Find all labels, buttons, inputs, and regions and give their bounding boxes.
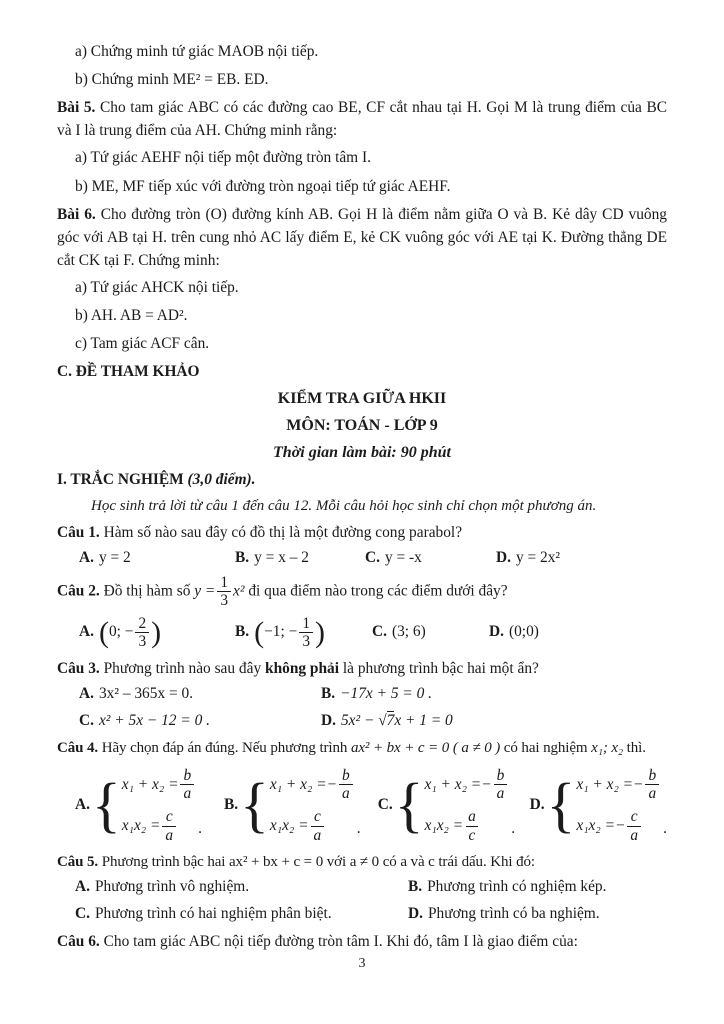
bai6-item-a: a) Tứ giác AHCK nội tiếp. <box>75 278 239 296</box>
question-6-label: Câu 6. <box>57 933 100 951</box>
q1-option-a <box>79 549 235 567</box>
q1-option-b <box>235 549 365 567</box>
question-4-text-mid: có hai nghiệm <box>500 740 592 757</box>
eq-lhs: x₁ + x₂ = <box>121 775 179 793</box>
option-letter: C. <box>377 796 393 814</box>
option-letter: D. <box>321 712 336 730</box>
brace-glyph: { <box>240 771 269 840</box>
q5-option-a <box>75 878 408 896</box>
fraction-numerator: c <box>313 808 321 826</box>
option-text: Phương trình vô nghiệm. <box>94 878 250 896</box>
fraction-numerator: b <box>496 766 505 784</box>
fraction <box>311 808 325 844</box>
fraction-numerator: b <box>648 766 657 784</box>
exam-subject: MÔN: TOÁN - LỚP 9 <box>286 417 438 435</box>
option-text: Phương trình có nghiệm kép. <box>427 878 607 896</box>
problem-bai6 <box>57 203 667 272</box>
question-6 <box>57 930 667 953</box>
eq-sign: − <box>326 775 337 793</box>
problem-bai5-label: Bài 5. <box>57 99 96 117</box>
brace-glyph: { <box>546 771 576 840</box>
q3-option-b <box>321 685 432 703</box>
q5-option-d <box>408 905 600 923</box>
option-letter: B. <box>235 623 250 641</box>
q2-option-c <box>372 623 489 641</box>
fraction <box>135 615 149 651</box>
exercise-item-b: b) Chứng minh ME² = EB. ED. <box>75 71 269 89</box>
option-text: y = 2 <box>98 549 131 567</box>
equation-system <box>122 767 196 844</box>
equation-1 <box>425 767 510 803</box>
option-letter: A. <box>79 685 94 703</box>
equation-2 <box>270 808 355 844</box>
fraction-denominator: a <box>311 826 325 844</box>
q5-option-c <box>75 905 408 923</box>
option-period: . <box>356 819 361 837</box>
option-letter: B. <box>223 796 239 814</box>
option-text: y = -x <box>384 549 422 567</box>
fraction-numerator: b <box>341 766 350 784</box>
math-quadratic: ax² + bx + c = 0 ( a ≠ 0 ) <box>350 740 501 757</box>
q4-option-b <box>224 767 378 844</box>
section-c-heading: C. ĐỀ THAM KHẢO <box>57 363 200 381</box>
q2-option-a <box>79 615 235 651</box>
coordinate-pair <box>254 615 325 651</box>
fraction-numerator: c <box>630 808 638 826</box>
option-text: (0;0) <box>508 623 539 641</box>
q1-option-d <box>496 549 560 567</box>
question-3 <box>57 657 667 680</box>
fraction-numerator: a <box>468 808 476 826</box>
eq-sign: − <box>614 817 626 834</box>
eq-lhs: x₁ + x₂ = <box>269 775 327 793</box>
section-i-heading-note: (3,0 điểm). <box>183 471 256 489</box>
instruction-text: Học sinh trả lời từ câu 1 đến câu 12. Mỗi câu hỏi học sinh chỉ chọn một phương án. <box>91 497 597 514</box>
fraction-numerator: c <box>165 808 173 826</box>
fraction <box>465 808 479 844</box>
option-letter: A. <box>79 623 94 641</box>
fraction-numerator: 1 <box>302 614 311 632</box>
paren-open: ( <box>98 615 109 649</box>
question-2-label: Câu 2. <box>57 582 100 600</box>
fraction <box>217 574 231 610</box>
q2-option-d <box>489 623 539 641</box>
question-4-options <box>57 767 667 844</box>
fraction <box>645 767 659 803</box>
option-text: (3; 6) <box>391 623 426 641</box>
eq-lhs: x₁ + x₂ = <box>576 775 634 793</box>
question-4-text-post: thì. <box>623 740 646 757</box>
page-number: 3 <box>358 956 366 972</box>
coordinate-pair <box>99 615 161 651</box>
question-4 <box>57 737 667 760</box>
section-i-heading <box>57 468 667 491</box>
eq-lhs: x₁x₂ = <box>424 817 464 834</box>
eq-lhs: x₁x₂ = <box>576 817 615 834</box>
q4-option-a <box>75 767 224 844</box>
fraction-numerator: b <box>183 766 192 784</box>
option-text: Phương trình có ba nghiệm. <box>427 905 600 923</box>
eq-lhs: x₁x₂ = <box>269 817 309 834</box>
eq-sign: − <box>481 775 492 793</box>
equation-system <box>270 767 355 844</box>
question-2-text-pre: Đồ thị hàm số <box>99 582 195 600</box>
option-letter: D. <box>529 796 545 814</box>
math-post: x + 1 = 0 <box>394 712 453 730</box>
fraction-denominator: 3 <box>217 591 231 609</box>
fraction <box>180 767 194 803</box>
question-3-options-row1 <box>57 685 667 703</box>
question-6-text: Cho tam giác ABC nội tiếp đường tròn tâm I. Khi đó, tâm I là giao điểm của: <box>99 933 578 951</box>
eq-lhs: x₁x₂ = <box>121 817 161 834</box>
option-period: . <box>198 819 203 837</box>
option-letter: D. <box>408 905 423 923</box>
fraction-numerator: 2 <box>138 614 147 632</box>
bai6-item-b: b) AH. AB = AD². <box>75 307 188 325</box>
question-5 <box>57 851 667 874</box>
equation-system <box>576 767 661 844</box>
equation-1 <box>576 767 661 803</box>
fraction <box>494 767 508 803</box>
exercise-item-a: a) Chứng minh tứ giác MAOB nội tiếp. <box>75 43 319 60</box>
q4-option-c <box>378 767 530 844</box>
fraction-denominator: a <box>180 784 194 802</box>
question-2 <box>57 574 667 610</box>
section-i-heading-bold: I. TRẮC NGHIỆM <box>57 471 184 489</box>
paren-close: ) <box>151 615 162 649</box>
bai6-item-c: c) Tam giác ACF cân. <box>75 335 210 353</box>
question-2-options <box>57 615 667 651</box>
option-letter: C. <box>75 905 90 923</box>
question-1-options <box>57 549 667 567</box>
q3-option-d <box>321 712 453 730</box>
question-5-label: Câu 5. <box>57 853 99 870</box>
option-letter: C. <box>372 623 387 641</box>
option-text: Phương trình có hai nghiệm phân biệt. <box>94 905 332 923</box>
math-roots: x₁; x₂ <box>591 740 624 757</box>
equation-1 <box>270 767 355 803</box>
q5-option-b <box>408 878 606 896</box>
option-text: y = x – 2 <box>254 549 309 567</box>
option-letter: A. <box>75 878 90 896</box>
pair-values: 0; − <box>108 623 134 641</box>
option-text: 3x² – 365x = 0. <box>98 685 194 703</box>
option-letter: B. <box>235 549 250 567</box>
question-1-text: Hàm số nào sau đây có đồ thị là một đường cong parabol? <box>99 524 463 542</box>
brace-glyph: { <box>91 771 121 840</box>
q3-option-a <box>79 685 321 703</box>
option-letter: B. <box>321 685 336 703</box>
fraction <box>627 808 641 844</box>
fraction-denominator: a <box>162 826 176 844</box>
fraction-denominator: 3 <box>299 632 313 650</box>
bai5-item-b: b) ME, MF tiếp xúc với đường tròn ngoại tiếp tứ giác AEHF. <box>75 177 451 195</box>
option-letter: C. <box>365 549 380 567</box>
problem-bai6-label: Bài 6. <box>57 205 96 223</box>
question-1-label: Câu 1. <box>57 524 100 542</box>
q2-option-b <box>235 615 372 651</box>
problem-bai6-text: Cho đường tròn (O) đường kính AB. Gọi H là điểm nằm giữa O và B. Kẻ dây CD vuông góc với AB tại H. trên cung nhỏ AC lấy điểm E, kẻ CK vuông góc với AE tại K. Đường thẳng DE cắt CK tại F. Chứng minh: <box>57 205 667 269</box>
exam-title: KIỂM TRA GIỮA HKII <box>277 390 447 408</box>
fraction-denominator: 3 <box>135 632 149 650</box>
question-5-text: Phương trình bậc hai ax² + bx + c = 0 với a ≠ 0 có a và c trái dấu. Khi đó: <box>98 853 535 870</box>
option-text <box>341 712 453 730</box>
fraction <box>299 615 313 651</box>
math-pre: 5x² − <box>340 712 379 730</box>
exam-duration: Thời gian làm bài: 90 phút <box>273 444 451 462</box>
eq-sign: − <box>633 775 644 793</box>
option-letter: A. <box>79 549 94 567</box>
q4-option-d <box>530 767 667 844</box>
problem-bai5-text: Cho tam giác ABC có các đường cao BE, CF cắt nhau tại H. Gọi M là trung điểm của BC và I là trung điểm của AH. Chứng minh rằng: <box>57 99 667 140</box>
math-x-squared: x² <box>233 582 245 600</box>
option-text: y = 2x² <box>515 549 561 567</box>
brace-glyph: { <box>394 771 424 840</box>
sqrt-radicand: 7 <box>386 712 395 730</box>
fraction-denominator: a <box>494 784 508 802</box>
question-4-label: Câu 4. <box>57 740 99 757</box>
fraction-denominator: a <box>627 826 641 844</box>
option-period: . <box>511 819 516 837</box>
math-y-equals: y = <box>194 582 216 600</box>
question-3-label: Câu 3. <box>57 660 100 678</box>
option-text: x² + 5x − 12 = 0 . <box>98 712 210 730</box>
paren-close: ) <box>315 615 326 649</box>
question-3-options-row2 <box>57 712 667 730</box>
fraction <box>162 808 176 844</box>
equation-1 <box>122 767 196 803</box>
paren-open: ( <box>254 615 265 649</box>
option-period: . <box>663 819 667 837</box>
question-3-text-post: là phương trình bậc hai một ẩn? <box>339 660 539 678</box>
equation-2 <box>576 808 661 844</box>
equation-system <box>425 767 510 844</box>
fraction-numerator: 1 <box>220 574 229 592</box>
fraction <box>339 767 353 803</box>
fraction-denominator: a <box>339 784 353 802</box>
option-text: −17x + 5 = 0 . <box>340 685 432 703</box>
pair-values: −1; − <box>264 623 298 641</box>
question-2-text-post: đi qua điểm nào trong các điểm dưới đây? <box>244 582 508 600</box>
option-letter: C. <box>79 712 94 730</box>
fraction-denominator: c <box>466 826 479 844</box>
equation-2 <box>425 808 510 844</box>
q3-option-c <box>79 712 321 730</box>
question-3-text-pre: Phương trình nào sau đây <box>99 660 266 678</box>
problem-bai5 <box>57 96 667 142</box>
option-letter: A. <box>75 796 90 814</box>
sqrt-sign: √ <box>378 712 387 730</box>
eq-lhs: x₁ + x₂ = <box>424 775 482 793</box>
option-letter: B. <box>408 878 423 896</box>
fraction-denominator: a <box>645 784 659 802</box>
q1-option-c <box>365 549 496 567</box>
option-letter: D. <box>489 623 504 641</box>
question-1 <box>57 521 667 544</box>
question-5-options-row2 <box>57 905 667 923</box>
question-5-options-row1 <box>57 878 667 896</box>
equation-2 <box>122 808 196 844</box>
bai5-item-a: a) Tứ giác AEHF nội tiếp một đường tròn tâm I. <box>75 149 371 167</box>
question-3-emphasis: không phải <box>265 660 340 678</box>
option-letter: D. <box>496 549 511 567</box>
question-4-text-pre: Hãy chọn đáp án đúng. Nếu phương trình <box>98 740 351 757</box>
